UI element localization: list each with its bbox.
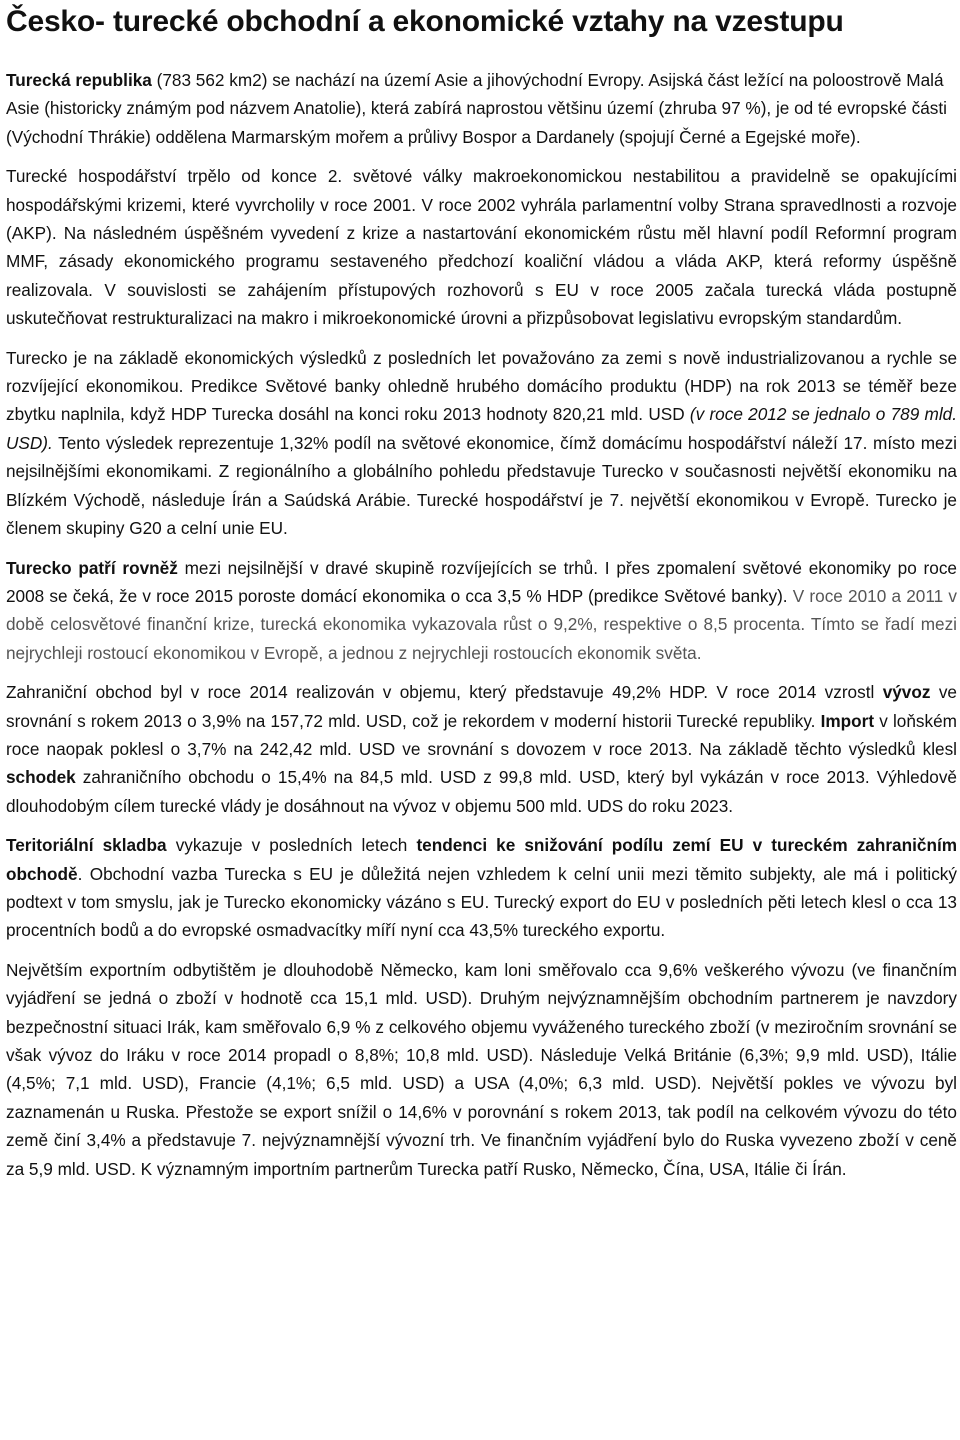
paragraph-growth xyxy=(6,554,957,668)
text-run: Největším exportním odbytištěm je dlouhodobě Německo, kam loni směřovalo cca 9,6% veškerého vývozu (ve finančním vyjádření se jedná o zboží v hodnotě cca 15,1 mld. USD). Druhým nejvýznamnějším obchodním partnerem je navzdory bezpečnostní situaci Irák, kam směřovalo 6,9 % z celkového objemu vyváženého tureckého zboží (v meziročním srovnání se však vývoz do Iráku v roce 2014 propadl o 8,8%; 10,8 mld. USD). Následuje Velká Británie (6,3%; 9,9 mld. USD), Itálie (4,5%; 7,1 mld. USD), Francie (4,1%; 6,5 mld. USD) a USA (4,0%; 6,3 mld. USD). Největší pokles ve vývozu byl zaznamenán u Ruska. Přestože se export snížil o 14,6% v porovnání s rokem 2013, tak podíl na celkovém vývozu do této země činí 3,4% a představuje 7. nejvýznamnější vývozní trh. Ve finančním vyjádření bylo do Ruska vyvezeno zboží v ceně za 5,9 mld. USD. K významným importním partnerům Turecka patří Rusko, Německo, Čína, USA, Itálie či Írán. xyxy=(6,959,957,1179)
text-run: v loňském roce naopak poklesl o 3,7% na 242,42 mld. USD ve srovnání s dovozem v roce 2013. Na základě těchto výsledků klesl xyxy=(6,710,957,759)
text-run: Tento výsledek reprezentuje 1,32% podíl na světové ekonomice, čímž domácímu hospodářství náleží 17. místo mezi nejsilnějšími ekonomikami. Z regionálního a globálního pohledu představuje Turecko v současnosti největší ekonomiku na Blízkém Východě, následuje Írán a Saúdská Arábie. Turecké hospodářství je 7. největší ekonomikou v Evropě. Turecko je členem skupiny G20 a celní unie EU. xyxy=(6,432,957,539)
gray-text-run: V roce 2010 a 2011 v době celosvětové finanční krize, turecká ekonomika vykazovala růst o 9,2%, respektive o 8,5 procenta. Tímto se řadí mezi nejrychleji rostoucí ekonomikou v Evropě, a jednou z nejrychleji rostoucích ekonomik světa. xyxy=(6,585,957,663)
text-run: zahraničního obchodu o 15,4% na 84,5 mld. USD z 99,8 mld. USD, který byl vykázán v roce 2013. Výhledově dlouhodobým cílem turecké vlády je dosáhnout na vývoz v objemu 500 mld. UDS do roku 2023. xyxy=(6,767,957,816)
text-run: Zahraniční obchod byl v roce 2014 realizován v objemu, který představuje 49,2% HDP. V roce 2014 vzrostl xyxy=(6,682,883,703)
bold-term: Turecká republika xyxy=(6,70,152,90)
paragraph-partners xyxy=(6,956,957,1183)
italic-note: (v roce 2012 se jednalo o 789 mld. USD). xyxy=(6,404,957,453)
text-run: Turecké hospodářství trpělo od konce 2. světové války makroekonomickou nestabilitou a pravidelně se opakujícími hospodářskými krizemi, které vyvrcholily v roce 2001. V roce 2002 vyhrála parlamentní volby Strana spravedlnosti a rozvoje (AKP). Na následném úspěšném vyvedení z krize a nastartování ekonomickém růstu měl hlavní podíl Reformní program MMF, zásady ekonomického programu sestaveného předchozí koaliční vládou a vláda AKP, která reformy úspěšně realizovala. V souvislosti se zahájením přístupových rozhovorů s EU v roce 2005 začala turecká vláda postupně uskutečňovat restrukturalizaci na makro i mikroekonomické úrovni a přizpůsobovat legislativu evropským standardům. xyxy=(6,166,957,329)
bold-term: schodek xyxy=(6,767,76,788)
text-run: ve srovnání s rokem 2013 o 3,9% na 157,72 mld. USD, což je rekordem v moderní historii Turecké republiky. xyxy=(6,682,957,731)
bold-term: vývoz xyxy=(882,682,931,703)
text-run: vykazuje v posledních letech xyxy=(166,835,417,856)
text-run: mezi nejsilnější v dravé skupině rozvíjejících se trhů. I přes zpomalení světové ekonomiky po roce 2008 se čeká, že v roce 2015 poroste domácí ekonomika o cca 3,5 % HDP (predikce Světové banky). xyxy=(6,557,957,606)
paragraph-trade xyxy=(6,678,957,820)
text-run: Turecko je na základě ekonomických výsledků z posledních let považováno za zemi s nově industrializovanou a rychle se rozvíjející ekonomikou. Predikce Světové banky ohledně hrubého domácího produktu (HDP) na rok 2013 se téměř beze zbytku naplnila, když HDP Turecka dosáhl na konci roku 2013 hodnoty 820,21 mld. USD xyxy=(6,347,957,425)
text-run: (783 562 km2) se nachází na území Asie a jihovýchodní Evropy. Asijská část ležící na poloostrově Malá Asie (historicky známým pod názvem Anatolie), která zabírá naprostou většinu území (zhruba 97 %), je od té evropské části (Východní Thrákie) oddělena Marmarským mořem a průlivy Bospor a Dardanely (spojují Černé a Egejské moře). xyxy=(6,70,947,147)
paragraph-territorial xyxy=(6,831,957,945)
bold-term: Teritoriální skladba xyxy=(6,835,167,856)
page-title: Česko- turecké obchodní a ekonomické vztahy na vzestupu xyxy=(6,5,844,38)
bold-term: Import xyxy=(820,710,875,731)
paragraph-economy xyxy=(6,344,957,543)
text-run: . Obchodní vazba Turecka s EU je důležitá nejen vzhledem k celní unii mezi těmito subjekty, ale má i politický podtext v tom smyslu, jak je Turecko ekonomicky vázáno s EU. Turecký export do EU v posledních pěti letech klesl o cca 13 procentních bodů a do evropské osmadvacítky míří nyní cca 43,5% tureckého exportu. xyxy=(6,863,957,941)
paragraph-history xyxy=(6,162,957,332)
bold-term: tendenci ke snižování podílu zemí EU v tureckém zahraničním obchodě xyxy=(6,835,958,884)
bold-term: Turecko patří rovněž xyxy=(6,557,178,578)
paragraph-intro xyxy=(6,66,957,151)
article-body xyxy=(6,66,957,1194)
